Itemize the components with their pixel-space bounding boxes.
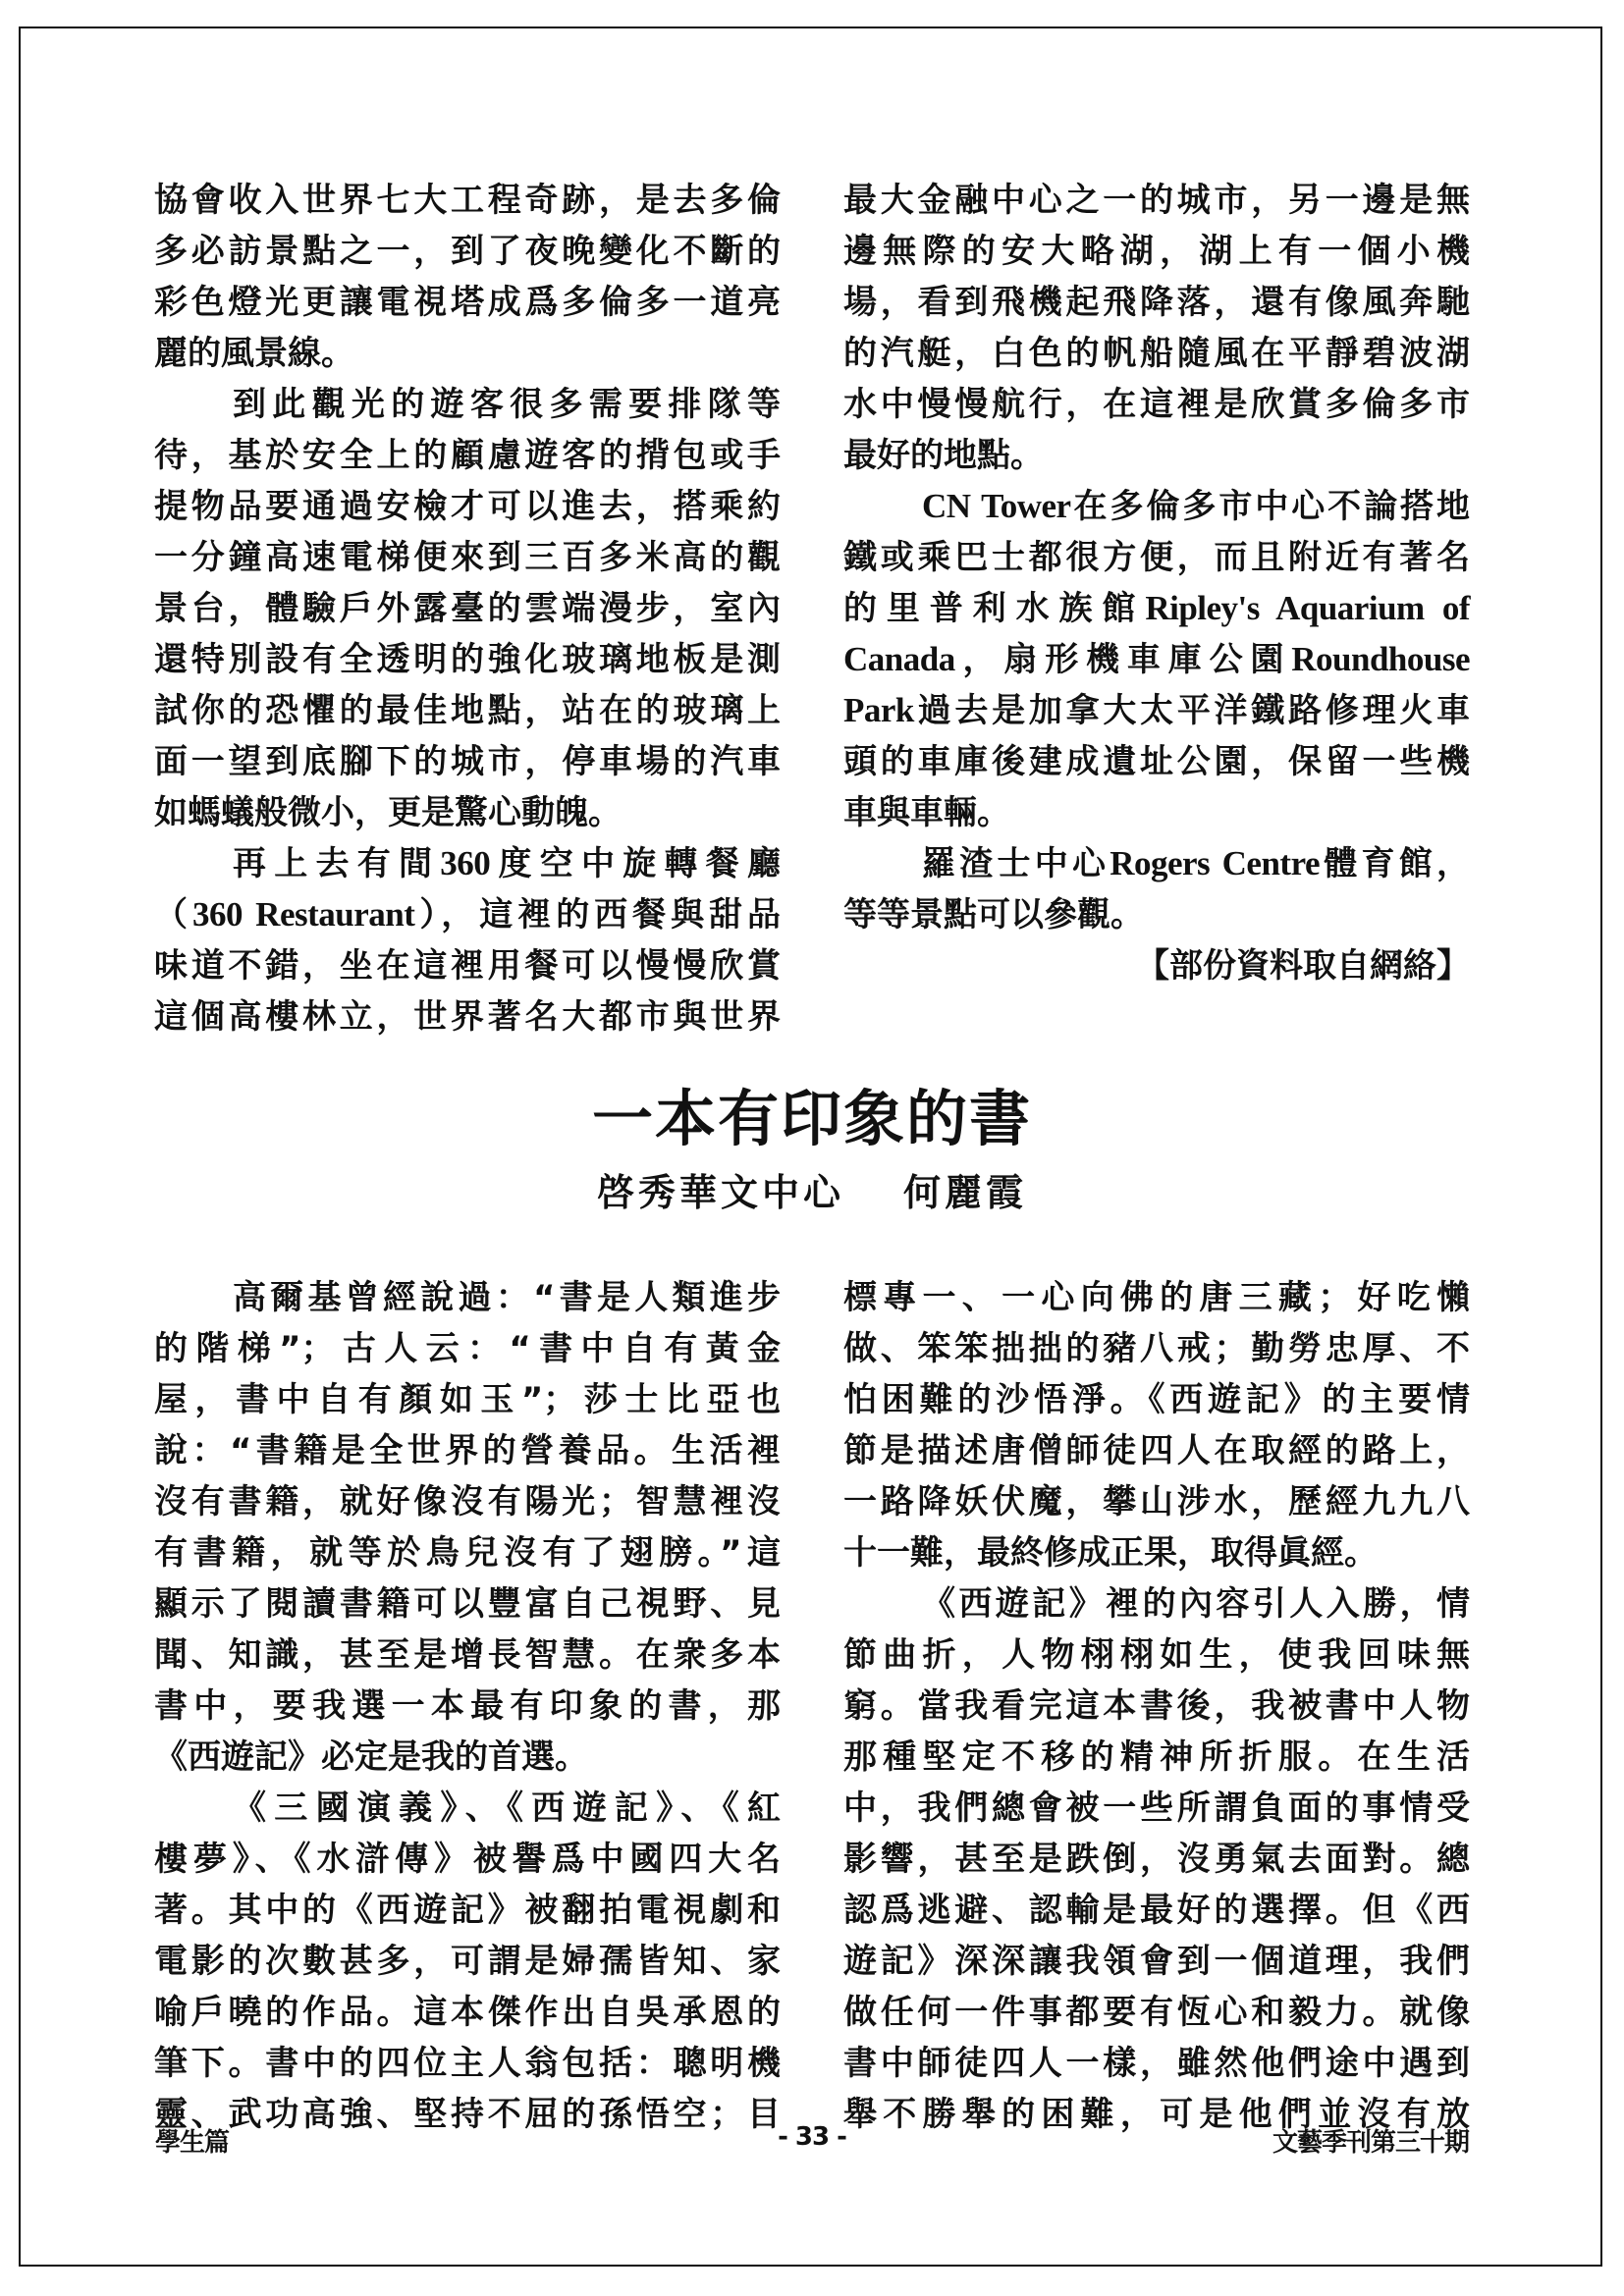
text-line: 場，看到飛機起飛降落，還有像風奔馳 xyxy=(843,283,1470,322)
text-line: 的汽艇，白色的帆船隨風在平靜碧波湖 xyxy=(843,334,1470,373)
text-line: 還特別設有全透明的強化玻璃地板是測 xyxy=(154,640,781,679)
text-line: Canada，扇形機車庫公園Roundhouse xyxy=(843,640,1470,679)
text-line: 怕困難的沙悟淨。《西遊記》的主要情 xyxy=(843,1380,1470,1419)
text-line: 最大金融中心之一的城市，另一邊是無 xyxy=(843,181,1470,220)
text-line: 節曲折，人物栩栩如生，使我回味無 xyxy=(843,1635,1470,1675)
text-line: 節是描述唐僧師徒四人在取經的路上， xyxy=(843,1431,1470,1470)
footer-publication-title: 文藝季刊第三十期 xyxy=(1272,2128,1469,2158)
text-line: 屋，書中自有顏如玉”；莎士比亞也 xyxy=(154,1380,781,1419)
text-line: 窮。當我看完這本書後，我被書中人物 xyxy=(843,1686,1470,1726)
text-line: 書中師徒四人一樣，雖然他們途中遇到 xyxy=(843,2044,1470,2083)
text-line: 《西遊記》裡的內容引人入勝，情 xyxy=(922,1584,1470,1624)
text-line: 水中慢慢航行，在這裡是欣賞多倫多市 xyxy=(843,385,1470,424)
article-title: 一本有印象的書 xyxy=(591,1083,1032,1154)
text-line: 車與車輛。 xyxy=(843,793,1010,832)
text-line: 有書籍，就等於鳥兒沒有了翅膀。”這 xyxy=(154,1533,781,1573)
text-line: 景台，體驗戶外露臺的雲端漫步，室內 xyxy=(154,589,781,628)
latin-text: Canada xyxy=(843,640,955,678)
text-line: CN Tower在多倫多市中心不論搭地 xyxy=(922,487,1470,526)
latin-text: Roundhouse xyxy=(1291,640,1470,678)
text-line: 再上去有間360度空中旋轉餐廳 xyxy=(233,844,781,883)
article2-right-column xyxy=(843,1272,1470,2140)
text-line: 邊無際的安大略湖，湖上有一個小機 xyxy=(843,232,1470,271)
text-line: 做、笨笨拙拙的豬八戒；勤勞忠厚、不 xyxy=(843,1329,1470,1368)
latin-text: 360 xyxy=(440,844,491,882)
text-line: 到此觀光的遊客很多需要排隊等 xyxy=(233,385,781,424)
text-line: 頭的車庫後建成遺址公園，保留一些機 xyxy=(843,742,1470,781)
byline-author: 何麗霞 xyxy=(903,1170,1028,1214)
text-line: 影響，甚至是跌倒，沒勇氣去面對。總 xyxy=(843,1840,1470,1879)
text-line: 那種堅定不移的精神所折服。在生活 xyxy=(843,1737,1470,1777)
text-line: 多必訪景點之一，到了夜晚變化不斷的 xyxy=(154,232,781,271)
text-line: 如螞蟻般微小，更是驚心動魄。 xyxy=(154,793,622,832)
byline-organization: 啓秀華文中心 xyxy=(596,1170,844,1214)
text-line: 書中，要我選一本最有印象的書，那 xyxy=(154,1686,781,1726)
text-line: 樓夢》、《水滸傳》被譽爲中國四大名 xyxy=(154,1840,781,1879)
text-line: 協會收入世界七大工程奇跡，是去多倫 xyxy=(154,181,781,220)
article1-left-column xyxy=(154,175,781,1042)
text-line: 高爾基曾經說過：“書是人類進步 xyxy=(233,1278,781,1317)
text-line: 靈、武功高強、堅持不屈的孫悟空；目 xyxy=(154,2095,781,2134)
footer-section-label: 學生篇 xyxy=(155,2128,230,2158)
article1-right-column xyxy=(843,175,1470,991)
text-line: 《三國演義》、《西遊記》、《紅 xyxy=(233,1789,781,1828)
text-line: 十一難，最終修成正果，取得眞經。 xyxy=(843,1533,1378,1573)
text-line: 提物品要通過安檢才可以進去，搭乘約 xyxy=(154,487,781,526)
text-line: 味道不錯，坐在這裡用餐可以慢慢欣賞 xyxy=(154,946,781,986)
text-line: 的里普利水族館Ripley's Aquarium of xyxy=(843,589,1470,628)
latin-text: Park xyxy=(843,691,914,729)
text-line: 最好的地點。 xyxy=(843,436,1044,475)
text-line: （360 Restaurant），這裡的西餐與甜品 xyxy=(154,895,781,934)
text-line: 做任何一件事都要有恆心和毅力。就像 xyxy=(843,1993,1470,2032)
text-line: 電影的次數甚多，可謂是婦孺皆知、家 xyxy=(154,1942,781,1981)
footer-page-number: - 33 - xyxy=(778,2122,846,2152)
latin-text: Ripley's Aquarium of xyxy=(1145,589,1470,627)
text-line: 一路降妖伏魔，攀山涉水，歷經九九八 xyxy=(843,1482,1470,1522)
text-line: 【部份資料取自網絡】 xyxy=(1136,946,1470,986)
text-line: 認爲逃避、認輸是最好的選擇。但《西 xyxy=(843,1891,1470,1930)
text-line: 顯示了閱讀書籍可以豐富自己視野、見 xyxy=(154,1584,781,1624)
text-line: 試你的恐懼的最佳地點，站在的玻璃上 xyxy=(154,691,781,730)
text-line: 說：“書籍是全世界的營養品。生活裡 xyxy=(154,1431,781,1470)
latin-text: 360 Restaurant xyxy=(191,895,415,934)
text-line: 一分鐘高速電梯便來到三百多米高的觀 xyxy=(154,538,781,577)
text-line: 的階梯”；古人云：“書中自有黃金 xyxy=(154,1329,781,1368)
text-line: 等等景點可以參觀。 xyxy=(843,895,1144,934)
article2-left-column xyxy=(154,1272,781,2140)
text-line: 標專一、一心向佛的唐三藏；好吃懶 xyxy=(843,1278,1470,1317)
text-line: Park過去是加拿大太平洋鐵路修理火車 xyxy=(843,691,1470,730)
text-line: 中，我們總會被一些所謂負面的事情受 xyxy=(843,1789,1470,1828)
text-line: 聞、知識，甚至是增長智慧。在衆多本 xyxy=(154,1635,781,1675)
text-line: 筆下。書中的四位主人翁包括：聰明機 xyxy=(154,2044,781,2083)
text-line: 遊記》深深讓我領會到一個道理，我們 xyxy=(843,1942,1470,1981)
text-line: 這個高樓林立，世界著名大都市與世界 xyxy=(154,997,781,1037)
article-byline xyxy=(0,1162,1624,1216)
text-line: 喻戶曉的作品。這本傑作出自吳承恩的 xyxy=(154,1993,781,2032)
text-line: 彩色燈光更讓電視塔成爲多倫多一道亮 xyxy=(154,283,781,322)
text-line: 《西遊記》必定是我的首選。 xyxy=(154,1737,588,1777)
text-line: 羅渣士中心Rogers Centre體育館， xyxy=(922,844,1470,883)
text-line: 待，基於安全上的顧慮遊客的揹包或手 xyxy=(154,436,781,475)
text-line: 麗的風景線。 xyxy=(154,334,354,373)
latin-text: CN Tower xyxy=(922,487,1071,525)
text-line: 沒有書籍，就好像沒有陽光；智慧裡沒 xyxy=(154,1482,781,1522)
text-line: 鐵或乘巴士都很方便，而且附近有著名 xyxy=(843,538,1470,577)
text-line: 面一望到底腳下的城市，停車場的汽車 xyxy=(154,742,781,781)
text-line: 舉不勝舉的困難，可是他們並沒有放 xyxy=(843,2095,1470,2134)
text-line: 著。其中的《西遊記》被翻拍電視劇和 xyxy=(154,1891,781,1930)
latin-text: Rogers Centre xyxy=(1110,844,1321,882)
